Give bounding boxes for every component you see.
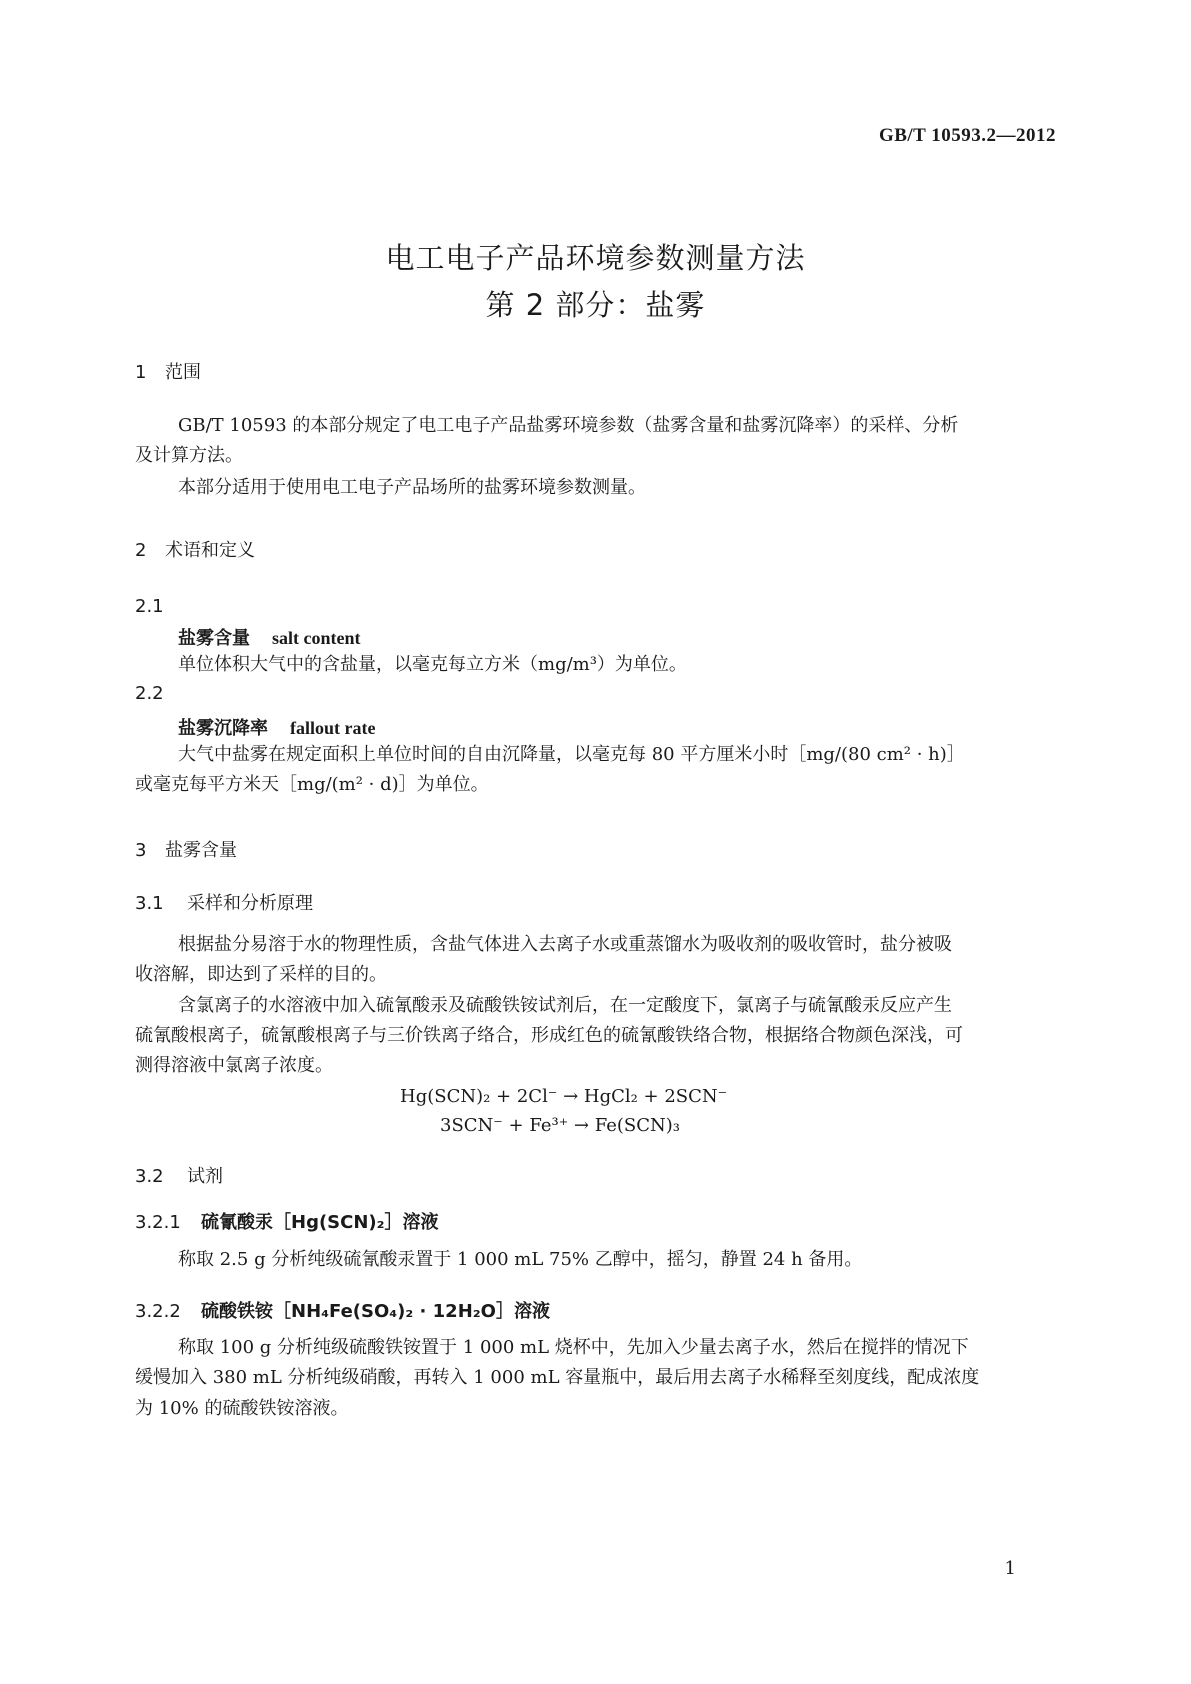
section-title: 盐雾含量 [165,840,237,861]
term-entry [178,714,375,740]
section-1-heading [135,358,201,384]
subsection-title: 采样和分析原理 [187,893,313,914]
term-definition: 或毫克每平方米天［mg/(m² · d)］为单位。 [135,774,489,795]
section-2-heading [135,536,255,562]
paragraph-line: 本部分适用于使用电工电子产品场所的盐雾环境参数测量。 [178,477,646,498]
section-3-heading [135,836,237,862]
paragraph-line: 含氯离子的水溶液中加入硫氰酸汞及硫酸铁铵试剂后，在一定酸度下，氯离子与硫氰酸汞反应产生 [178,995,952,1016]
page-number: 1 [1004,1558,1016,1579]
term-en: fallout rate [290,718,376,738]
subsection-3-2-heading [135,1162,223,1188]
subsection-number: 3.2.1 [135,1212,181,1233]
term-definition: 单位体积大气中的含盐量，以毫克每立方米（mg/m³）为单位。 [178,654,687,675]
paragraph-line: 根据盐分易溶于水的物理性质，含盐气体进入去离子水或重蒸馏水为吸收剂的吸收管时，盐分被吸 [178,934,952,955]
paragraph-line: 硫氰酸根离子，硫氰酸根离子与三价铁离子络合，形成红色的硫氰酸铁络合物，根据络合物颜色深浅，可 [135,1025,963,1046]
subsection-number: 3.2 [135,1166,164,1187]
paragraph-line: 为 10% 的硫酸铁铵溶液。 [135,1398,349,1419]
paragraph-line: 及计算方法。 [135,445,243,466]
section-title: 术语和定义 [165,540,255,561]
paragraph-line: 称取 100 g 分析纯级硫酸铁铵置于 1 000 mL 烧杯中，先加入少量去离子水，然后在搅拌的情况下 [178,1337,969,1358]
subsection-number: 3.2.2 [135,1301,181,1322]
subsection-title: 硫氰酸汞［Hg(SCN)₂］溶液 [201,1212,439,1233]
term-en: salt content [272,628,361,648]
section-number: 2 [135,540,147,561]
subsection-number: 3.1 [135,893,164,914]
standard-number: GB/T 10593.2—2012 [878,125,1056,146]
subsection-3-2-2-heading [135,1297,550,1323]
paragraph-line: 收溶解，即达到了采样的目的。 [135,964,387,985]
chemical-equation: Hg(SCN)₂ + 2Cl⁻ → HgCl₂ + 2SCN⁻ [400,1086,728,1107]
section-number: 1 [135,362,147,383]
subsection-3-2-1-heading [135,1208,439,1234]
paragraph-line: 测得溶液中氯离子浓度。 [135,1055,333,1076]
term-zh: 盐雾含量 [178,628,250,649]
term-entry [178,624,361,650]
term-number: 2.1 [135,596,164,617]
term-zh: 盐雾沉降率 [178,718,268,739]
chemical-equation: 3SCN⁻ + Fe³⁺ → Fe(SCN)₃ [440,1115,681,1136]
document-subtitle: 第 2 部分：盐雾 [485,288,706,322]
section-number: 3 [135,840,147,861]
section-title: 范围 [165,362,201,383]
term-number: 2.2 [135,683,164,704]
paragraph-line: GB/T 10593 的本部分规定了电工电子产品盐雾环境参数（盐雾含量和盐雾沉降率）的采样、分析 [178,415,959,436]
subsection-3-1-heading [135,889,313,915]
subsection-title: 试剂 [187,1166,223,1187]
paragraph-line: 缓慢加入 380 mL 分析纯级硝酸，再转入 1 000 mL 容量瓶中，最后用去离子水稀释至刻度线，配成浓度 [135,1367,980,1388]
document-title: 电工电子产品环境参数测量方法 [385,241,806,275]
term-definition: 大气中盐雾在规定面积上单位时间的自由沉降量，以毫克每 80 平方厘米小时［mg/(80 cm² · h)］ [178,744,965,765]
subsection-title: 硫酸铁铵［NH₄Fe(SO₄)₂ · 12H₂O］溶液 [201,1301,550,1322]
paragraph-line: 称取 2.5 g 分析纯级硫氰酸汞置于 1 000 mL 75% 乙醇中，摇匀，静置 24 h 备用。 [178,1249,863,1270]
